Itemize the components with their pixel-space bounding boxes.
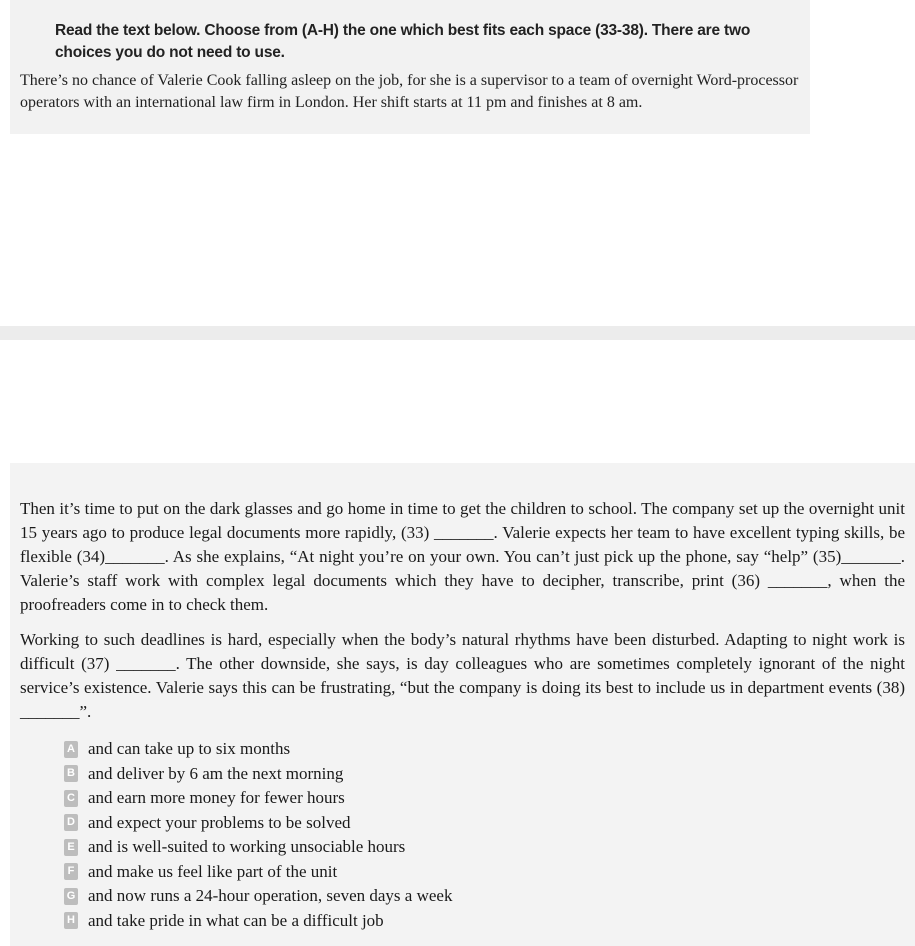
paragraph-text: ”. (79, 702, 92, 721)
gap-37: _______ (116, 654, 176, 673)
task-instructions: Read the text below. Choose from (A-H) the one which best fits each space (33-38). There are two choices you do not need to use. (55, 22, 751, 61)
gap-33: _______ (434, 523, 494, 542)
option-h (64, 909, 624, 934)
option-letter: E (64, 839, 78, 856)
option-letter: H (64, 912, 78, 929)
gap-35: _______ (841, 547, 901, 566)
gap-36: _______ (767, 571, 828, 590)
option-b (64, 762, 624, 787)
option-letter: B (64, 765, 78, 782)
option-text: and can take up to six months (88, 739, 291, 759)
text-paragraph-1 (20, 497, 905, 617)
paragraph-text: , when the proofreaders come in to check them. (20, 571, 906, 614)
option-text: and take pride in what can be a difficult job (88, 910, 384, 930)
option-text: and earn more money for fewer hours (88, 788, 345, 808)
answer-options (64, 737, 624, 933)
gap-34: _______ (105, 547, 165, 566)
paragraph-text: . The other downside, she says, is day colleagues who are sometimes completely ignorant of the night service’s existence. Valerie says this can be frustrating, “but the company is doing its best to include us in department events (38) (20, 654, 906, 697)
option-text: and deliver by 6 am the next morning (88, 763, 344, 783)
text-paragraph-2 (20, 628, 905, 724)
option-a (64, 737, 624, 762)
paragraph-text: Then it’s time to put on the dark glasses and go home in time to get the children to school. The company set up the overnight unit 15 years ago to produce legal documents more rapidly, (33) (20, 499, 905, 542)
paragraph-text: . Valerie expects her team to have excellent typing skills, be flexible (34) (20, 523, 906, 566)
option-text: and make us feel like part of the unit (88, 861, 338, 881)
option-g (64, 884, 624, 909)
option-letter: G (64, 888, 78, 905)
option-c (64, 786, 624, 811)
option-letter: C (64, 790, 78, 807)
paragraph-text: Working to such deadlines is hard, especially when the body’s natural rhythms have been disturbed. Adapting to night work is difficult (37) (20, 630, 905, 673)
option-text: and now runs a 24-hour operation, seven days a week (88, 886, 453, 906)
option-text: and is well-suited to working unsociable hours (88, 837, 406, 857)
paragraph-text: . As she explains, “At night you’re on your own. You can’t just pick up the phone, say “help” (35) (164, 547, 842, 566)
option-letter: A (64, 741, 78, 758)
option-letter: F (64, 863, 78, 880)
paragraph-text: . Valerie’s staff work with complex legal documents which they have to decipher, transcribe, print (36) (20, 547, 905, 590)
option-d (64, 811, 624, 836)
option-e (64, 835, 624, 860)
option-f (64, 860, 624, 885)
option-text: and expect your problems to be solved (88, 812, 351, 832)
option-letter: D (64, 814, 78, 831)
intro-paragraph: There’s no chance of Valerie Cook falling asleep on the job, for she is a supervisor to a team of overnight Word-processor operators with an international law firm in London. Her shift starts at 11 pm and finishes at 8 am. (20, 72, 799, 111)
page-divider (0, 326, 915, 340)
gap-38: _______ (20, 702, 80, 721)
